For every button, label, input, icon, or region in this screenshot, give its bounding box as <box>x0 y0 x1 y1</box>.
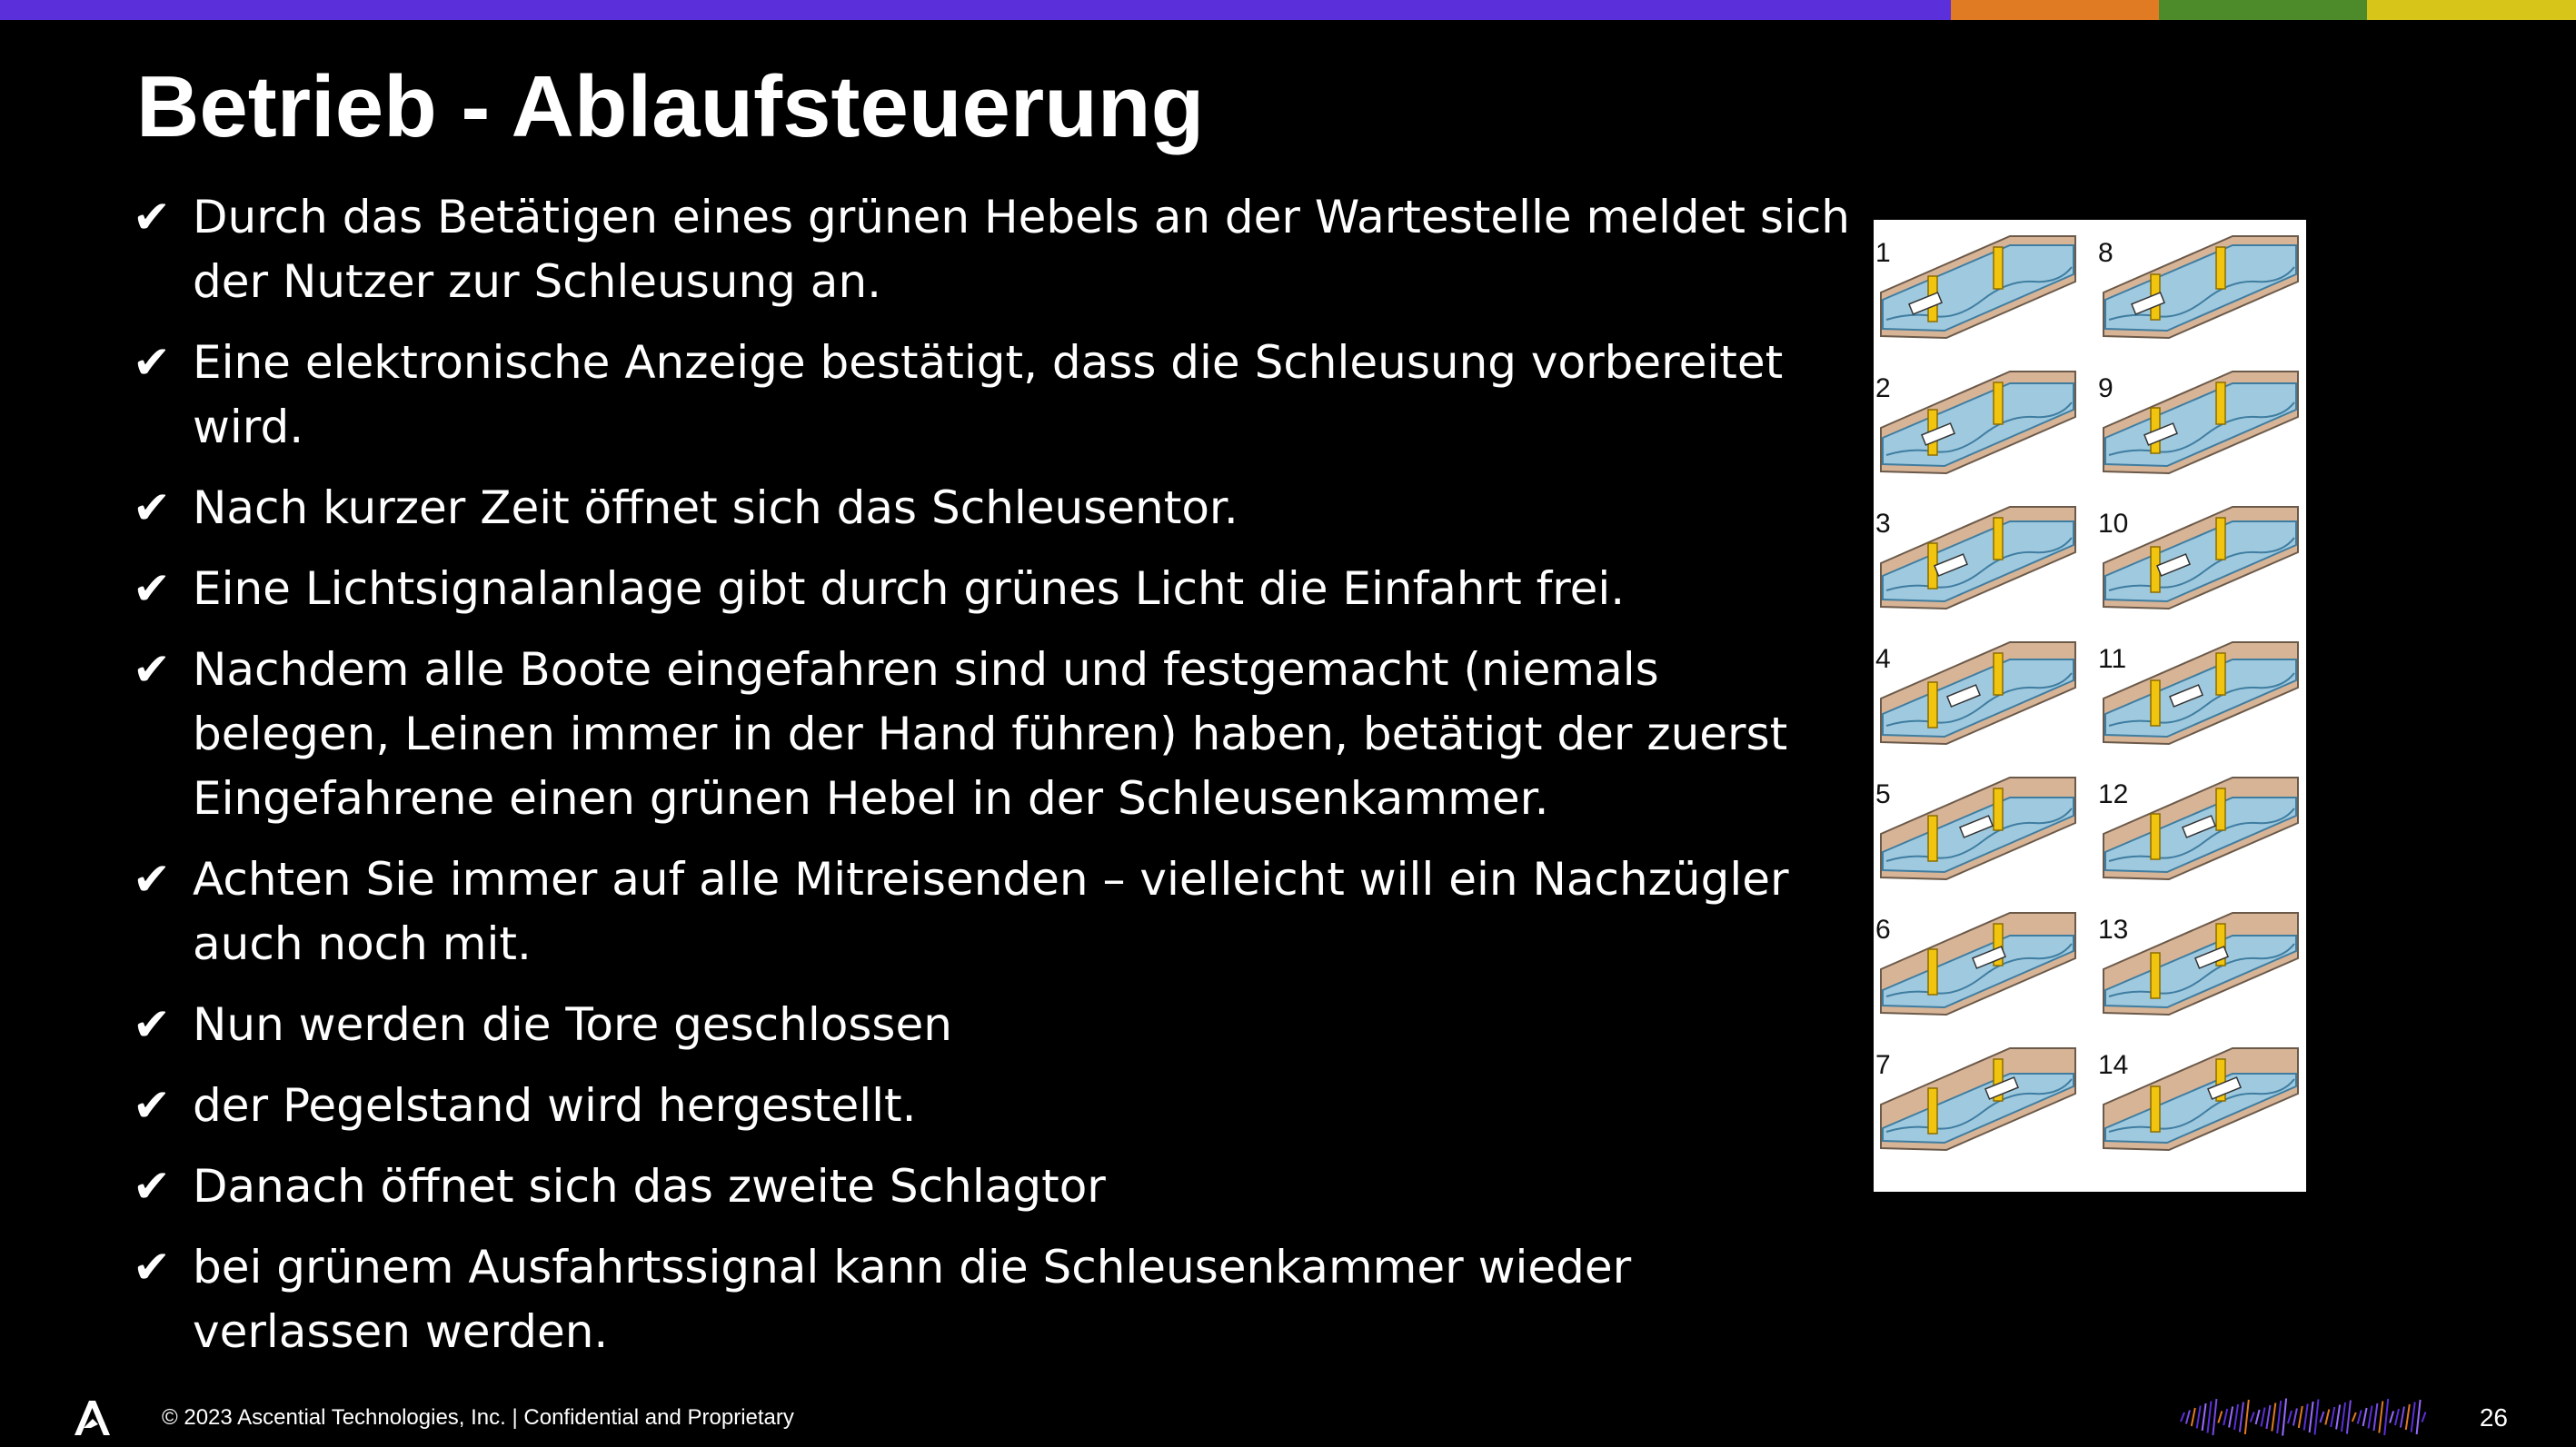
lock-step <box>1875 372 2075 473</box>
waveform-stroke <box>2358 1411 2362 1424</box>
waveform-stroke <box>2223 1409 2227 1425</box>
lock-step <box>2098 236 2298 338</box>
step-number: 8 <box>2098 238 2114 268</box>
upper-gate <box>1994 788 2003 830</box>
step-number: 10 <box>2098 509 2129 539</box>
lock-step <box>1875 642 2075 744</box>
bullet-item <box>133 476 1859 540</box>
waveform-stroke <box>2315 1400 2319 1435</box>
checkmark-icon: ✔ <box>133 336 171 389</box>
lower-gate <box>2151 680 2160 726</box>
top-accent-bar <box>0 0 2576 20</box>
upper-gate <box>2216 247 2225 289</box>
waveform-stroke <box>2325 1410 2329 1425</box>
waveform-stroke <box>2347 1401 2351 1434</box>
accent-segment-green <box>2159 0 2367 20</box>
copyright-notice: © 2023 Ascential Technologies, Inc. | Confidential and Proprietary <box>162 1405 794 1430</box>
waveform-stroke <box>2320 1412 2323 1422</box>
step-number: 9 <box>2098 373 2114 403</box>
upper-gate <box>1994 382 2003 424</box>
waveform-stroke <box>2406 1404 2410 1430</box>
waveform-stroke <box>2384 1399 2388 1435</box>
waveform-stroke <box>2186 1411 2190 1424</box>
waveform-stroke <box>2256 1410 2260 1424</box>
upper-gate <box>2216 788 2225 830</box>
checkmark-icon: ✔ <box>133 191 171 243</box>
bullet-text: der Pegelstand wird hergestellt. <box>193 1079 917 1132</box>
lock-step <box>2098 507 2298 609</box>
lower-gate <box>2151 814 2160 859</box>
waveform-stroke <box>2266 1405 2270 1429</box>
lower-gate <box>2151 953 2160 998</box>
checkmark-icon: ✔ <box>133 853 171 906</box>
checkmark-icon: ✔ <box>133 1079 171 1132</box>
bullet-item <box>133 1235 1859 1364</box>
lock-step <box>2098 913 2298 1015</box>
upper-gate <box>1994 653 2003 695</box>
lower-gate <box>1928 682 1937 728</box>
upper-gate <box>1994 518 2003 560</box>
waveform-stroke <box>2395 1409 2399 1425</box>
waveform-stroke <box>2197 1406 2201 1429</box>
step-number: 13 <box>2098 915 2129 945</box>
lower-gate <box>2151 1086 2160 1132</box>
step-number: 3 <box>1875 509 1891 539</box>
lock-sequence-illustration <box>1874 220 2306 1192</box>
waveform-stroke <box>2412 1402 2415 1432</box>
bullet-item <box>133 185 1859 314</box>
waveform-stroke <box>2251 1412 2254 1422</box>
bullet-item <box>133 638 1859 831</box>
waveform-stroke <box>2283 1399 2286 1436</box>
upper-gate <box>2216 653 2225 695</box>
step-number: 6 <box>1875 915 1891 945</box>
step-number: 5 <box>1875 779 1891 809</box>
waveform-stroke <box>2293 1409 2297 1426</box>
waveform-stroke <box>2245 1400 2249 1434</box>
step-number: 11 <box>2098 644 2127 674</box>
waveform-stroke <box>2417 1400 2421 1434</box>
checkmark-icon: ✔ <box>133 998 171 1051</box>
lock-step <box>2098 778 2298 879</box>
waveform-stroke <box>2310 1402 2313 1432</box>
waveform-stroke <box>2234 1404 2238 1430</box>
lock-step <box>1875 507 2075 609</box>
waveform-stroke <box>2203 1403 2206 1431</box>
waveform-stroke <box>2363 1408 2367 1426</box>
lock-step <box>2098 1048 2298 1150</box>
lock-step <box>1875 778 2075 879</box>
checkmark-icon: ✔ <box>133 1160 171 1213</box>
checkmark-icon: ✔ <box>133 562 171 615</box>
step-number: 12 <box>2098 779 2129 809</box>
checkmark-icon: ✔ <box>133 1241 171 1293</box>
checkmark-icon: ✔ <box>133 643 171 696</box>
bullet-text: Durch das Betätigen eines grünen Hebels an der Wartestelle meldet sich der Nutzer zur Schleusung an. <box>193 191 1850 308</box>
bullet-text: Nun werden die Tore geschlossen <box>193 998 952 1051</box>
waveform-stroke <box>2213 1399 2216 1435</box>
bullet-text: bei grünem Ausfahrtssignal kann die Schleusenkammer wieder verlassen werden. <box>193 1241 1632 1358</box>
bullet-text: Eine elektronische Anzeige bestätigt, dass die Schleusung vorbereitet wird. <box>193 336 1784 453</box>
waveform-stroke <box>2208 1402 2212 1433</box>
lower-gate <box>1928 949 1937 995</box>
waveform-stroke <box>2262 1408 2265 1427</box>
accent-segment-purple <box>0 0 1951 20</box>
accent-segment-orange <box>1951 0 2159 20</box>
step-number: 1 <box>1875 238 1891 268</box>
bullet-item <box>133 847 1859 976</box>
bullet-item <box>133 993 1859 1057</box>
ascential-logo-icon <box>71 1397 116 1437</box>
page-number: 26 <box>2479 1403 2508 1432</box>
lower-gate <box>1928 1088 1937 1134</box>
step-number: 4 <box>1875 644 1891 674</box>
waveform-stroke <box>2299 1406 2302 1428</box>
waveform-stroke <box>2336 1405 2340 1430</box>
bullet-text: Eine Lichtsignalanlage gibt durch grünes Licht die Einfahrt frei. <box>193 562 1626 615</box>
waveform-stroke <box>2390 1412 2393 1423</box>
lock-sequence-figure <box>1874 220 2306 1192</box>
bullet-item <box>133 1074 1859 1138</box>
upper-gate <box>2216 382 2225 424</box>
lower-gate <box>1928 816 1937 861</box>
upper-gate <box>1994 247 2003 289</box>
waveform-stroke <box>2342 1402 2345 1432</box>
waveform-stroke <box>2272 1403 2275 1432</box>
bullet-text: Nach kurzer Zeit öffnet sich das Schleusentor. <box>193 481 1238 534</box>
bullet-text: Achten Sie immer auf alle Mitreisenden – vielleicht will ein Nachzügler auch noch mit. <box>193 853 1789 970</box>
bullet-text: Danach öffnet sich das zweite Schlagtor <box>193 1160 1106 1213</box>
waveform-stroke <box>2379 1402 2382 1433</box>
waveform-stroke <box>2422 1412 2426 1422</box>
waveform-stroke <box>2277 1401 2281 1433</box>
waveform-stroke <box>2218 1412 2222 1423</box>
lock-step <box>1875 913 2075 1015</box>
lock-step <box>2098 372 2298 473</box>
checkmark-icon: ✔ <box>133 481 171 534</box>
waveform-stroke <box>2288 1411 2292 1423</box>
step-number: 2 <box>1875 373 1891 403</box>
waveform-stroke <box>2352 1412 2356 1422</box>
upper-gate <box>2216 518 2225 560</box>
waveform-stroke <box>2331 1407 2334 1427</box>
waveform-stroke <box>2401 1407 2404 1428</box>
step-number: 14 <box>2098 1050 2129 1080</box>
waveform-stroke <box>2304 1404 2308 1431</box>
lock-step <box>1875 1048 2075 1150</box>
bullet-text: Nachdem alle Boote eingefahren sind und festgemacht (niemals belegen, Leinen immer in der Hand führen) haben, betätigt der zuerst Eingefahrene einen grünen Hebel in der Schleusenkammer. <box>193 643 1788 825</box>
slide-title: Betrieb - Ablaufsteuerung <box>136 58 1205 155</box>
waveform-stroke <box>2240 1402 2243 1432</box>
bullet-item <box>133 557 1859 621</box>
waveform-stroke <box>2192 1408 2195 1426</box>
lock-step <box>1875 236 2075 338</box>
bullet-item <box>133 1155 1859 1219</box>
waveform-stroke <box>2181 1412 2184 1422</box>
accent-segment-yellow <box>2367 0 2576 20</box>
lock-step <box>2098 642 2298 744</box>
waveform-stroke <box>2369 1406 2372 1429</box>
waveform-stroke <box>2373 1403 2377 1431</box>
brand-waveform-icon <box>2177 1392 2430 1442</box>
waveform-stroke <box>2229 1407 2233 1428</box>
bullet-item <box>133 331 1859 460</box>
step-number: 7 <box>1875 1050 1891 1080</box>
bullet-list <box>133 185 1859 1381</box>
